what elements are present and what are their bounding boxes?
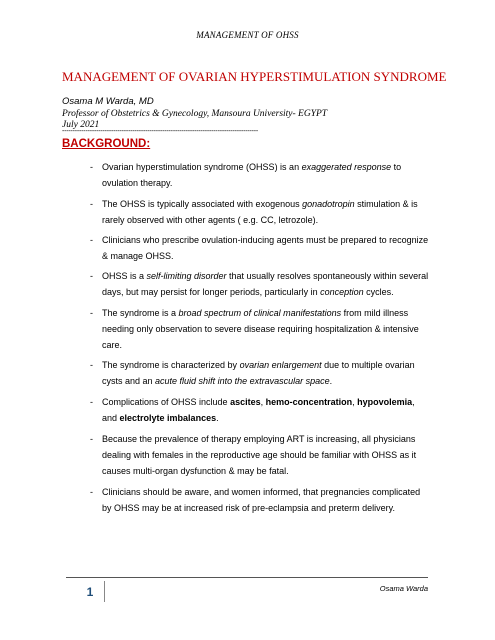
author-affiliation: Professor of Obstetrics & Gynecology, Mansoura University- EGYPT [62,109,328,119]
footer-rule [66,577,428,578]
bullet-text: The syndrome is characterized by ovarian enlargement due to multiple ovarian cysts and an acute fluid shift into the extravascular space. [102,360,415,386]
bullet-item [90,394,430,426]
bullet-item [90,196,430,228]
bullet-dash: - [90,360,93,370]
footer-author: Osama Warda [379,584,428,593]
bullet-dash: - [90,308,93,318]
bullet-item [90,305,430,353]
bullet-item [90,484,430,516]
bullet-dash: - [90,271,93,281]
bullet-text: The OHSS is typically associated with exogenous gonadotropin stimulation & is rarely observed with other agents ( e.g. CC, letrozole). [102,199,418,225]
bullet-text: Because the prevalence of therapy employing ART is increasing, all physicians dealing with females in the reproductive age should be familiar with OHSS as it causes multi-organ dysfunction & may be fatal. [102,434,417,476]
bullet-dash: - [90,397,93,407]
bullet-item [90,357,430,389]
bullet-dash: - [90,434,93,444]
bullet-dash: - [90,487,93,497]
page-number: 1 [86,585,94,599]
bullet-text: Clinicians who prescribe ovulation-inducing agents must be prepared to recognize & manage OHSS. [102,235,429,261]
bullet-item [90,431,430,479]
dashed-divider: -------------------------------------------------------------------------------------------- [62,128,259,135]
bullet-dash: - [90,162,93,172]
bullet-text: Clinicians should be aware, and women informed, that pregnancies complicated by OHSS may be at increased risk of pre-eclampsia and preterm delivery. [102,487,421,513]
bullet-item [90,232,430,264]
page-number-divider [104,581,105,602]
running-header: MANAGEMENT OF OHSS [196,30,299,40]
author-name: Osama M Warda, MD [62,96,154,107]
section-heading: BACKGROUND: [62,138,151,150]
bullet-dash: - [90,235,93,245]
bullet-item [90,268,430,300]
bullet-dash: - [90,199,93,209]
bullet-text: OHSS is a self-limiting disorder that usually resolves spontaneously within several days, but may persist for longer periods, particularly in conception cycles. [102,271,429,297]
bullet-text: Complications of OHSS include ascites, hemo-concentration, hypovolemia, and electrolyte imbalances. [102,397,415,423]
bullet-text: Ovarian hyperstimulation syndrome (OHSS) is an exaggerated response to ovulation therapy. [102,162,402,188]
bullet-text: The syndrome is a broad spectrum of clinical manifestations from mild illness needing only observation to severe disease requiring hospitalization & intensive care. [102,308,419,350]
bullet-item [90,159,430,191]
document-title: MANAGEMENT OF OVARIAN HYPERSTIMULATION SYNDROME [62,69,447,84]
document-date: July 2021 [62,120,100,130]
